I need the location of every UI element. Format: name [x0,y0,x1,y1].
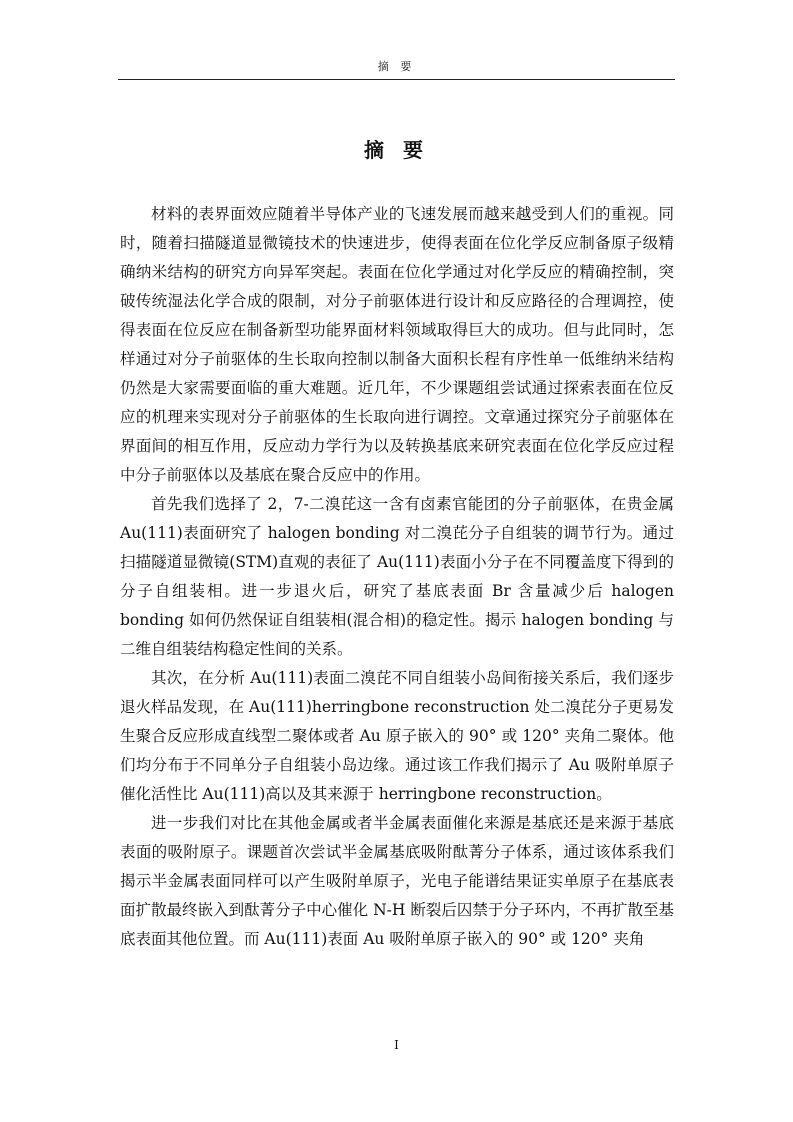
running-header: 摘 要 [377,60,416,73]
paragraph: 首先我们选择了 2，7-二溴芘这一含有卤素官能团的分子前驱体，在贵金属 Au(111)表面研究了 halogen bonding 对二溴芘分子自组装的调节行为。通过扫描隧道显微镜(STM)直观的表征了 Au(111)表面小分子在不同覆盖度下得到的分子自组装相。进一步退火后，研究了基底表面 Br 含量减少后 halogen bonding 如何仍然保证自组装相(混合相)的稳定性。揭示 halogen bonding 与二维自组装结构稳定性间的关系。 [120,495,674,658]
page-title: 摘 要 [364,138,429,162]
abstract-body [120,200,674,954]
page-number: I [394,1038,399,1052]
paragraph: 进一步我们对比在其他金属或者半金属表面催化来源是基底还是来源于基底表面的吸附原子。课题首次尝试半金属基底吸附酞菁分子体系，通过该体系我们揭示半金属表面同样可以产生吸附单原子，光电子能谱结果证实单原子在基底表面扩散最终嵌入到酞菁分子中心催化 N-H 断裂后囚禁于分子环内，不再扩散至基底表面其他位置。而 Au(111)表面 Au 吸附单原子嵌入的 90° 或 120° 夹角 [120,814,674,948]
header-divider [118,79,675,80]
paragraph: 材料的表界面效应随着半导体产业的飞速发展而越来越受到人们的重视。同时，随着扫描隧道显微镜技术的快速进步，使得表面在位化学反应制备原子级精确纳米结构的研究方向异军突起。表面在位化学通过对化学反应的精确控制，突破传统湿法化学合成的限制，对分子前驱体进行设计和反应路径的合理调控，使得表面在位反应在制备新型功能界面材料领域取得巨大的成功。但与此同时，怎样通过对分子前驱体的生长取向控制以制备大面积长程有序性单一低维纳米结构仍然是大家需要面临的重大难题。近几年，不少课题组尝试通过探索表面在位反应的机理来实现对分子前驱体的生长取向进行调控。文章通过探究分子前驱体在界面间的相互作用，反应动力学行为以及转换基底来研究表面在位化学反应过程中分子前驱体以及基底在聚合反应中的作用。 [120,205,674,484]
paragraph: 其次，在分析 Au(111)表面二溴芘不同自组装小岛间衔接关系后，我们逐步退火样品发现，在 Au(111)herringbone reconstruction 处二溴芘分子更易发生聚合反应形成直线型二聚体或者 Au 原子嵌入的 90° 或 120° 夹角二聚体。他们均分布于不同单分子自组装小岛边缘。通过该工作我们揭示了 Au 吸附单原子催化活性比 Au(111)高以及其来源于 herringbone reconstruction。 [120,669,674,803]
